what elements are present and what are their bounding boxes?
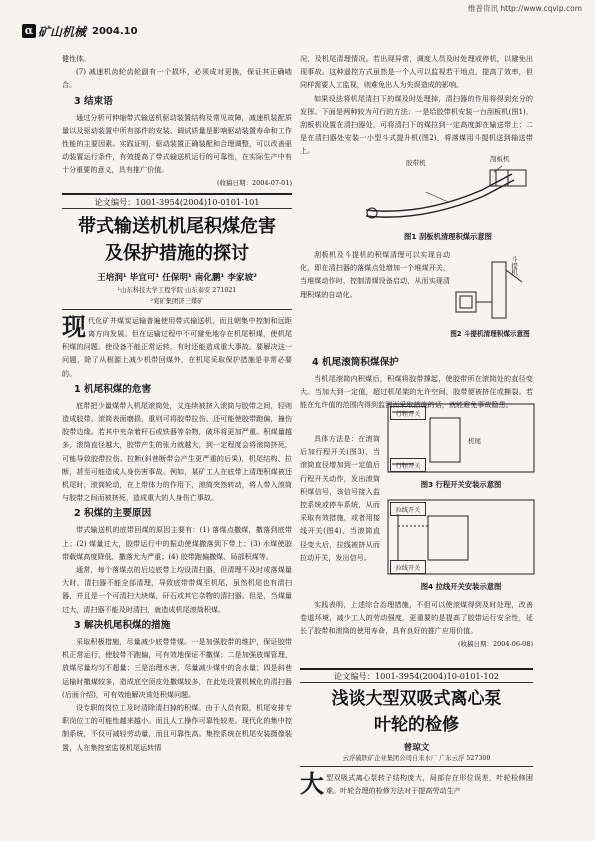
header [0, 0, 595, 48]
journal-logo: 矿山机械 [38, 25, 87, 39]
figure-caption: 图3 行程开关安装示意图 [420, 480, 502, 489]
figure-2 [452, 254, 538, 344]
paragraph: 况，及机尾清理情况。若出现异常，调度人员及时处理或停机，以避免出现事故。这种遥控方式虽然是一个人可以监视若干地点，提高了效率，但同样需要人工监视，则难免出人为失误造成的影响。 [300, 54, 533, 90]
paragraph: 采取积极措施，尽量减少底带带煤。一是加强胶带的维护，保证胶带机正常运行，使胶带不跑偏，可有效地保证不撒煤；二是加强放煤管理，放煤尽量均匀不超量；三是治理水害，尽量减少煤中的含水量；四是斜巷运输时撒煤较多，造成底空顶皮处撒煤较多，在此处设置机械化的清扫器(后面介绍)，可有效地解决该处积煤问题。 [62, 636, 292, 699]
section-heading: 3 结束语 [74, 95, 113, 107]
journal-logo-icon: α [22, 24, 36, 38]
article-title-line2: 叶轮的检修 [374, 715, 459, 735]
affiliation-2: ²兖矿集团济三煤矿 [150, 297, 204, 305]
section-heading: 1 机尾积煤的危害 [74, 383, 152, 395]
fig1-label-conveyor: 胶带机 [406, 159, 426, 167]
paragraph: 带式输送机的底带回煤的原因主要有：(1) 落煤点撒煤，撒落到底带上；(2) 煤量过大，胶带运行中的振动使煤撒落到下带上；(3) 水煤使胶带载煤高度降低，撒落尤为严重；(4) 胶带跑偏撒煤、局部积煤等。 [62, 525, 292, 561]
site-watermark: 维普资讯 http://www.cqvip.com [468, 4, 583, 13]
article-title-line2: 及保护措施的探讨 [105, 242, 249, 264]
paragraph: 当机尾滚筒内积煤后，积煤将胶带撑起，使胶带所在滚筒处的直径变大。当加大到一定值，超过机尾架的允许空间，胶带便被挤住或撕裂。若能在允许值的范围内得到监测而采取措施的话，就能避免事故隐患。 [300, 374, 533, 410]
issue-number: 2004.10 [92, 26, 138, 37]
paragraph: 如果设法将机尾清扫下的煤及时处理掉，清扫器的作用将得到充分的发挥。下面是两种较为可行的方法：一是给胶带机安装一台刮板机(图1)，刮板机设置在清扫器处，可将清扫下的煤拉到一定高度卸在输送带上；二是在清扫器处安装一小型斗式提升机(图2)，将落煤用斗提机送到输送带上。 [300, 93, 533, 156]
fig2-label-elevator: 斗提机 [510, 256, 518, 276]
article-title-line1: 带式输送机机尾积煤危害 [78, 215, 276, 237]
right-column [300, 52, 533, 158]
paragraph: 通过分析可伸缩带式输送机驱动装置结构及常见故障，减速机装配质量以及驱动装置中所有部件的安装、调试质量是影响驱动装置寿命和工作性能的主要因素。实践证明，驱动装置正确装配和合理调整，可以改善驱动装置运行条件，有效提高了带式输送机运行的可靠性，在实际生产中有十分重要的意义，具有推广价值。 [62, 112, 292, 175]
scraper-conveyor-diagram [362, 154, 534, 228]
article-title-line1: 浅谈大型双吸式离心泵 [331, 689, 502, 709]
article-number: 论文编号：1001-3954(2004)10-0101-102 [333, 671, 500, 681]
paragraph: 设专职的岗位工及时清除清扫掉的积煤。由于人员有限，机尾安排专职岗位工的可能性越来越小。而且人工操作可靠性较差。现代化的集中控制系统，不仅可减轻劳动量，而且可靠性高。集控系统在机尾安装摄像装置，人在集控室监视机尾运转情 [62, 702, 292, 752]
paragraph: 实践表明，上述综合治理措施，不但可以使滚煤得到及时处理，改善卷道环境，减少工人的劳动强度，更重要的是提高了胶带运行安全性，延长了胶带和滚筒的使用寿命，具有良好的推广应用价值。 [300, 600, 533, 636]
section-heading: 4 机尾滚筒积煤保护 [312, 357, 399, 368]
fig1-label-scraper: 刮板机 [490, 155, 510, 163]
fig4-switch-top: 拉线开关 [390, 502, 426, 516]
received-date: (收稿日期：2004-07-01) [216, 178, 292, 187]
conclusion-text [300, 598, 533, 651]
affiliation: 云浮硫铁矿企业集团公司自来水厂 广东云浮 527300 [342, 755, 491, 762]
paragraph: 代化矿井煤炭运输普遍使用带式输送机，而且朝集中控制和远距离方向发展。但在运输过程中不可避免地存在机尾积煤，使机尾积煤的问题。使设备不能正常运转，有时还能造成重大事故。要解决这一问题，除了从根源上减少机带回煤外，在机尾采取保护措施是非常必要的。 [62, 315, 292, 378]
drop-cap: 大 [300, 769, 324, 798]
figure-3 [386, 398, 536, 494]
article-number: 论文编号：1001-3954(2004)10-0101-101 [94, 196, 260, 207]
paragraph: 通常，每个落煤点的后边底带上均设清扫器，但清理不及时或落煤量大时，清扫器不能全部清理，导致底带带煤至机尾，虽然机尾也有清扫器，并且是一个可清扫大块煤，矸石或其它杂物的清扫器。但是，当煤量过大，清扫器不能及时清扫，就造成机尾滚筒积煤。 [62, 565, 292, 614]
paragraph: 健性体。 [62, 54, 91, 63]
figure-caption: 图1 刮板机清理积煤示意图 [404, 232, 492, 241]
section-heading: 2 积煤的主要原因 [74, 508, 152, 520]
fig3-switch-bottom: 行程开关 [390, 458, 426, 472]
figure-caption: 图2 斗提机清理积煤示意图 [450, 330, 530, 338]
figure-side-text [300, 248, 450, 301]
authors: 王培润¹ 毕宜可¹ 任保明¹ 南化鹏¹ 李家坡² [97, 272, 257, 283]
received-date: (收稿日期：2004-06-08) [457, 639, 533, 648]
author: 曾琼文 [403, 743, 430, 753]
affiliation-1: ¹山东科技大学工程学院 山东泰安 271021 [117, 286, 237, 294]
figure-1 [362, 154, 534, 246]
fig3-switch-top: 行程开关 [390, 406, 426, 420]
section-heading: 3 解决机尾积煤的措施 [74, 619, 171, 631]
drop-cap: 现 [62, 311, 86, 341]
figure-4 [386, 496, 536, 596]
fig4-switch-bottom: 拉线开关 [390, 560, 426, 574]
left-column [62, 52, 292, 754]
paragraph: 型双吸式离心泵转子结构庞大，局部存在形位误差，叶轮检修困难。叶轮合理的检修方法对于提高劳动生产 [326, 773, 533, 796]
article-2 [300, 668, 533, 797]
paragraph: 底带把少量煤带入机尾滚筒处，又连续被挤入滚筒与胶带之间，轻则造成胶带、滚筒表面磨损，重则可将胶带拉伤、还可能使胶带跑偏，撞伤胶带边缘。若其中夹杂着杆石或铁器等杂物，破坏将更加严重。积煤量越多，滚筒直径越大，胶带产生的张力就越大，到一定程度会将滚筒挤死，可能导致胶带拉伤、拉断(斜巷断带会产生更严重的后果)，机尾结构、拉断，甚至可能造成人身伤害事故。例如，某矿工人在底带上清理积煤被还机尾时，滚筒轮动，在上带体力的作用下，滚筒突然转动，将人带入滚筒与胶带之间而被挤死，造成重大的人身伤亡事故。 [62, 400, 292, 503]
paragraph: 具体方法是：在滚筒后加行程开关(图3)，当滚筒直径增加到一定值后行程开关动作，发出滚筒积煤信号，该信号接入监控系统或停车系统，从而采取有效措施，或者用接线开关(图4)，当滚筒直径变大后，拉线被挤从而拉动开关，发出信号。 [300, 434, 380, 562]
paragraph: (7) 减速机齿轮齿轮副有一个损坏，必须成对更换，保证其正确啮合。 [62, 67, 292, 90]
fig3-label-tail: 机尾 [468, 437, 481, 445]
narrow-text [300, 432, 380, 564]
figure-caption: 图4 拉线开关安装示意图 [420, 582, 502, 591]
paragraph: 刮板机及斗提机的积煤清理可以实现自动化，即在清扫器的落煤点处增加一个堆煤开关，当堆煤动作时，控制清煤设备启动，从而实现清理积煤的自动化。 [300, 250, 450, 299]
bucket-elevator-diagram [452, 254, 538, 326]
